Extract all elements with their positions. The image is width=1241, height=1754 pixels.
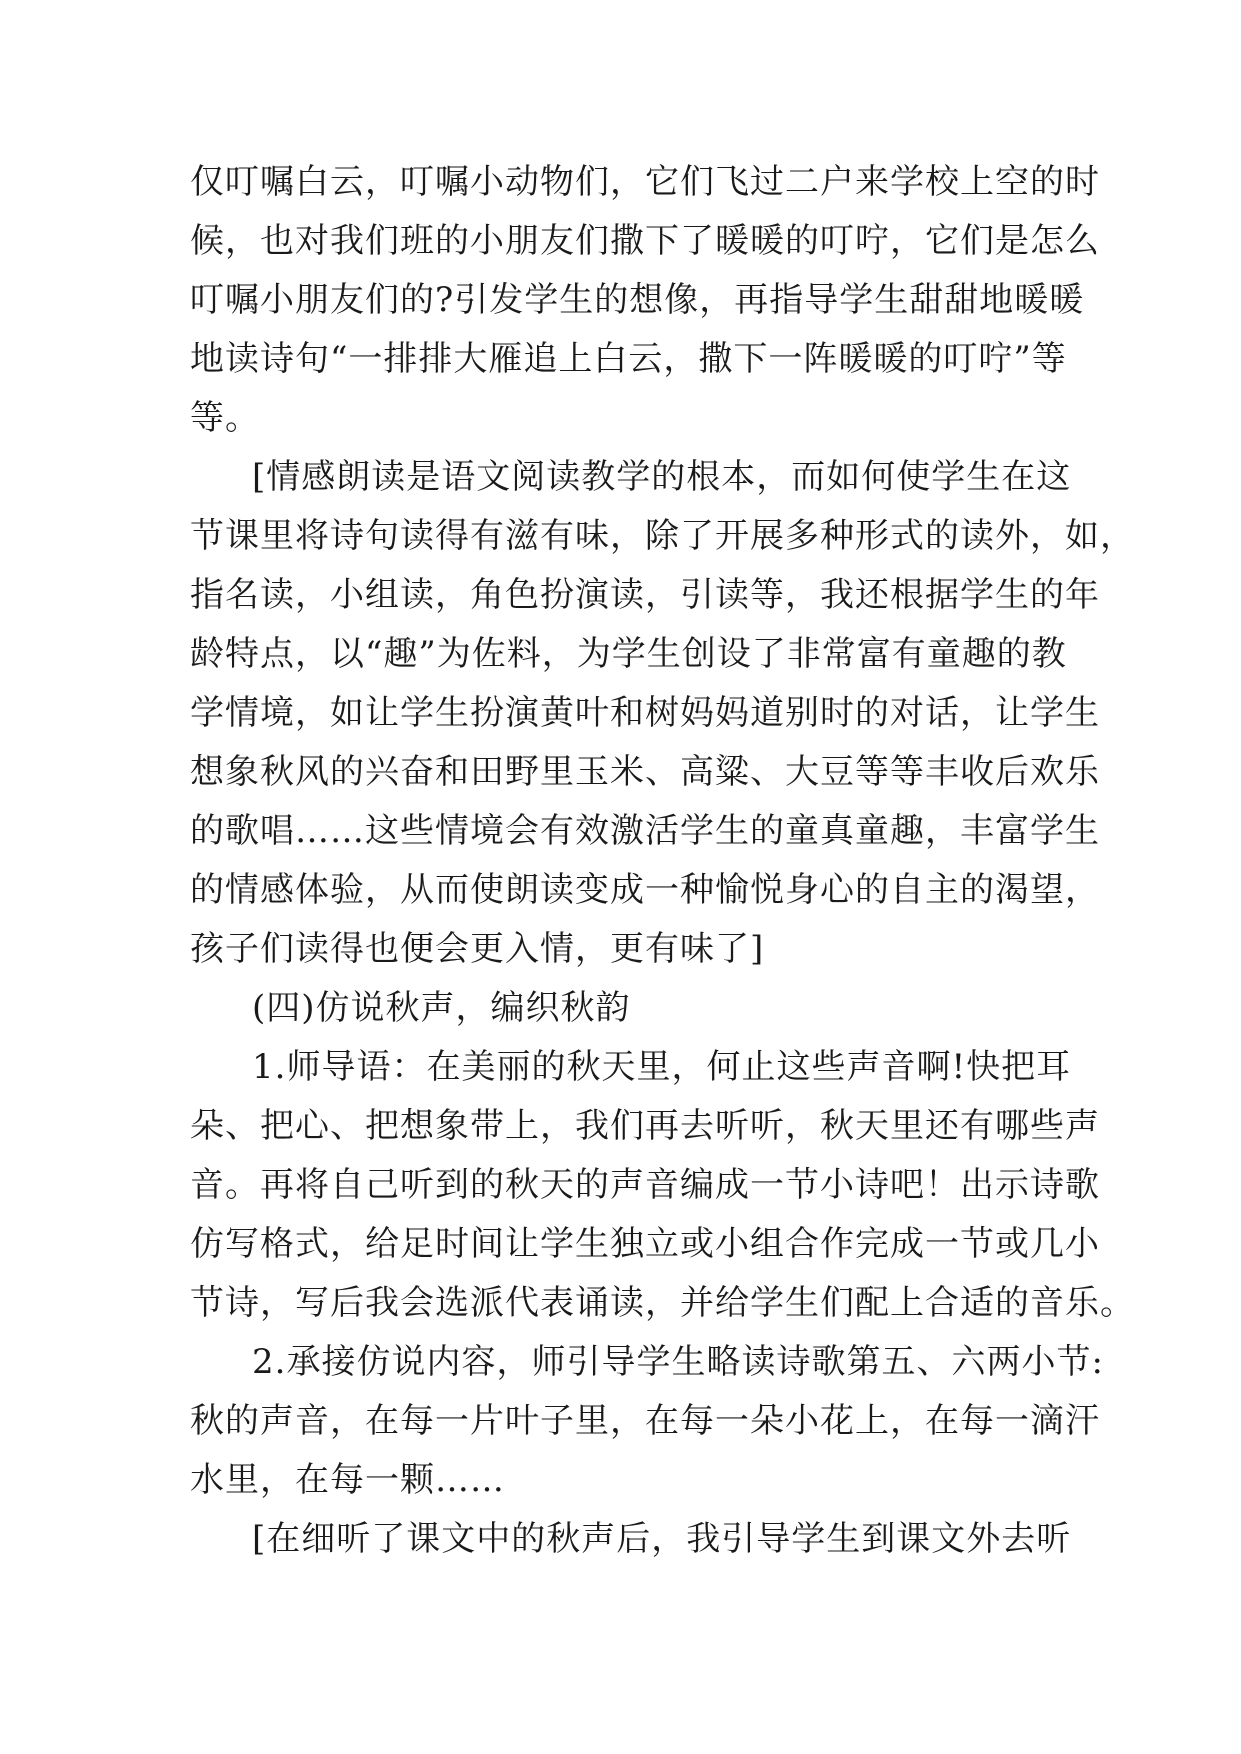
body-line: 孩子们读得也便会更入情，更有味了] xyxy=(190,929,765,969)
body-line: 的情感体验，从而使朗读变成一种愉悦身心的自主的渴望， xyxy=(190,870,1100,910)
paragraph-start-line: [在细听了课文中的秋声后，我引导学生到课文外去听 xyxy=(252,1519,1072,1559)
body-line: 的歌唱……这些情境会有效激活学生的童真童趣，丰富学生 xyxy=(190,811,1100,851)
paragraph-start-line: 2.承接仿说内容，师引导学生略读诗歌第五、六两小节: xyxy=(252,1342,1104,1382)
body-line: 龄特点，以“趣”为佐料，为学生创设了非常富有童趣的教 xyxy=(190,634,1067,674)
body-line: 叮嘱小朋友们的?引发学生的想像，再指导学生甜甜地暖暖 xyxy=(190,280,1085,320)
body-line: 候，也对我们班的小朋友们撒下了暖暖的叮咛，它们是怎么 xyxy=(190,221,1100,261)
body-line: 秋的声音，在每一片叶子里，在每一朵小花上，在每一滴汗 xyxy=(190,1401,1100,1441)
body-line: 等。 xyxy=(190,398,260,438)
body-line: 指名读，小组读，角色扮演读，引读等，我还根据学生的年 xyxy=(190,575,1100,615)
body-line: 音。再将自己听到的秋天的声音编成一节小诗吧！出示诗歌 xyxy=(190,1165,1100,1205)
body-line: 地读诗句“一排排大雁追上白云，撒下一阵暖暖的叮咛”等 xyxy=(190,339,1067,379)
body-line: 学情境，如让学生扮演黄叶和树妈妈道别时的对话，让学生 xyxy=(190,693,1100,733)
body-line: 仿写格式，给足时间让学生独立或小组合作完成一节或几小 xyxy=(190,1224,1100,1264)
body-line: 想象秋风的兴奋和田野里玉米、高粱、大豆等等丰收后欢乐 xyxy=(190,752,1100,792)
body-line: 朵、把心、把想象带上，我们再去听听，秋天里还有哪些声 xyxy=(190,1106,1100,1146)
paragraph-start-line: 1.师导语：在美丽的秋天里，何止这些声音啊!快把耳 xyxy=(252,1047,1072,1087)
body-line: 节诗，写后我会选派代表诵读，并给学生们配上合适的音乐。 xyxy=(190,1283,1135,1323)
paragraph-start-line: [情感朗读是语文阅读教学的根本，而如何使学生在这 xyxy=(252,457,1072,497)
body-line: 节课里将诗句读得有滋有味，除了开展多种形式的读外，如， xyxy=(190,516,1135,556)
body-line: 水里，在每一颗…… xyxy=(190,1460,505,1500)
body-line: 仅叮嘱白云，叮嘱小动物们，它们飞过二户来学校上空的时 xyxy=(190,162,1100,202)
section-heading: (四)仿说秋声，编织秋韵 xyxy=(252,988,631,1028)
